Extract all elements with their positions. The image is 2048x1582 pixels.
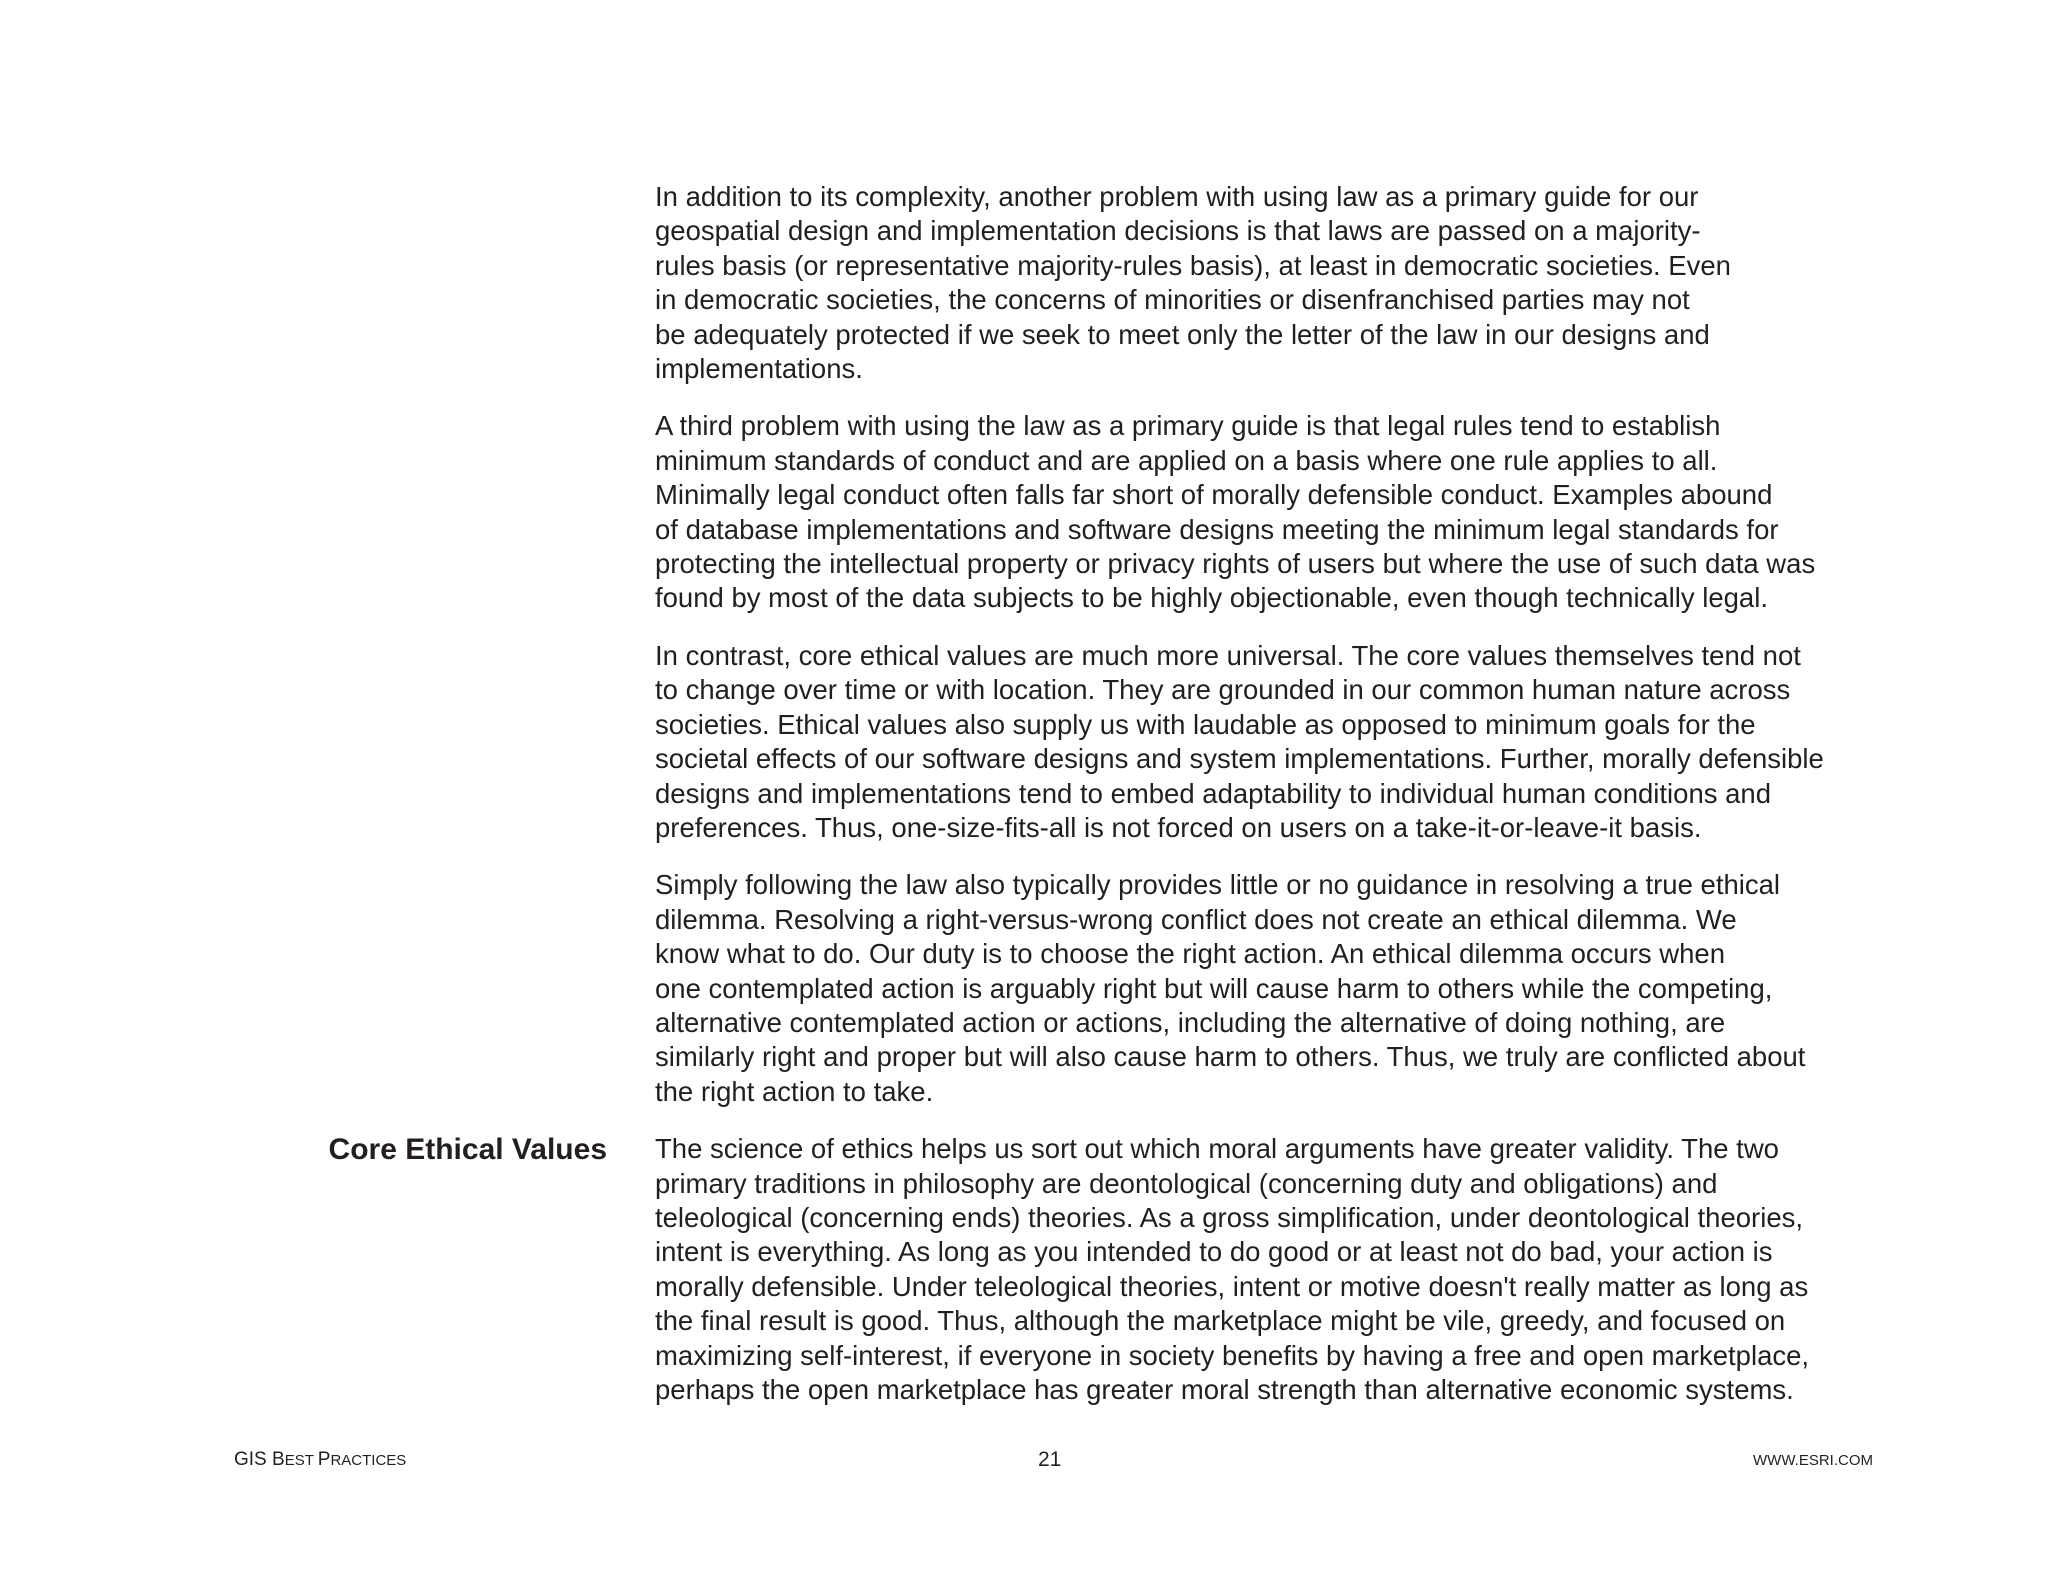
paragraph-science-of-ethics: The science of ethics helps us sort out which moral arguments have greater validity. The two primary traditions in philosophy are deontological (concerning duty and obligations) and teleological (concerning ends) theories. As a gross simplification, under deontological theories, intent is everything. As long as you intended to do good or at least not do bad, your action is morally defensible. Under teleological theories, intent or motive doesn't really matter as long as the final result is good. Thus, although the marketplace might be vile, greedy, and focused on maximizing self-interest, if everyone in society benefits by having a free and open marketplace, perhaps the open marketplace has greater moral strength than alternative economic systems. [655,1133,1810,1405]
paragraph-minimum-standards: A third problem with using the law as a primary guide is that legal rules tend to establish minimum standards of conduct and are applied on a basis where one rule applies to all. Minimally legal conduct often falls far short of morally defensible conduct. Examples abound of database implementations and software designs meeting the minimum legal standards for protecting the intellectual property or privacy rights of users but where the use of such data was found by most of the data subjects to be highly objectionable, even though technically legal. [655,410,1816,614]
footer-publication-title [234,1449,406,1472]
paragraph-ethical-dilemma: Simply following the law also typically provides little or no guidance in resolving a true ethical dilemma. Resolving a right-versus-wrong conflict does not create an ethical dilemma. We know what to do. Our duty is to choose the right action. An ethical dilemma occurs when one contemplated action is arguably right but will cause harm to others while the competing, alternative contemplated action or actions, including the alternative of doing nothing, are similarly right and proper but will also cause harm to others. Thus, we truly are conflicted about the right action to take. [655,869,1806,1107]
footer-title-part: GIS [234,1449,273,1470]
paragraph-ethical-values-universal: In contrast, core ethical values are much more universal. The core values themselves tend not to change over time or with location. They are grounded in our common human nature across societies. Ethical values also supply us with laudable as opposed to minimum goals for the societal effects of our software designs and system implementations. Further, morally defensible designs and implementations tend to embed adaptability to individual human conditions and preferences. Thus, one-size-fits-all is not forced on users on a take-it-or-leave-it basis. [655,639,1824,843]
footer-title-part: EST [284,1452,318,1469]
paragraph-law-majority-rules: In addition to its complexity, another problem with using law as a primary guide for our geospatial design and implementation decisions is that laws are passed on a majority- rules basis (or representative majority-rules basis), at least in democratic societies. Even in democratic societies, the concerns of minorities or disenfranchised parties may not be adequately protected if we seek to meet only the letter of the law in our designs and implementations. [655,181,1731,385]
footer-title-part: RACTICES [330,1452,407,1469]
footer-website-text: WWW.ESRI.COM [1753,1452,1873,1469]
footer-title-part: B [272,1449,285,1470]
section-heading-core-ethical-values: Core Ethical Values [328,1133,607,1166]
footer-title-part: P [317,1449,331,1470]
footer-website [1753,1449,1873,1472]
body-text-column [655,180,1885,1407]
footer-page-number: 21 [1038,1448,1062,1471]
